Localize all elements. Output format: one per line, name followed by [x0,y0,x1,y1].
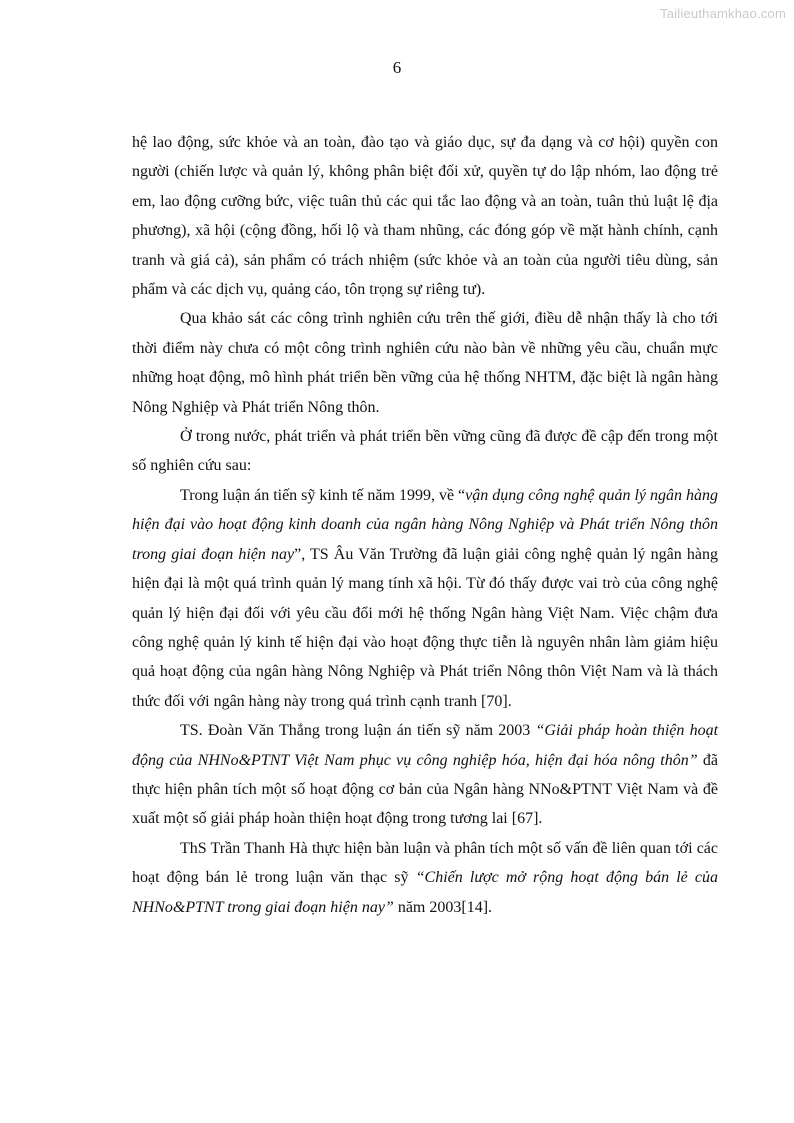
paragraph-text: hệ lao động, sức khỏe và an toàn, đào tạo và giáo dục, sự đa dạng và cơ hội) quyền con người (chiến lược và quản lý, không phân biệt đối xử, quyền tự do lập nhóm, lao động trẻ em, lao động cưỡng bức, việc tuân thủ các qui tắc lao động và an toàn, tuân thủ luật lệ địa phương), xã hội (cộng đồng, hối lộ và tham nhũng, các đóng góp về mặt hành chính, cạnh tranh và giá cả), sản phẩm có trách nhiệm (sức khỏe và an toàn của người tiêu dùng, sản phẩm và các dịch vụ, quảng cáo, tôn trọng sự riêng tư). [132,134,718,299]
page-number: 6 [392,58,402,77]
thesis-title-italic: “Giải pháp hoàn thiện hoạt động của NHNo&PTNT Việt Nam phục vụ công nghiệp hóa, hiện đại hóa nông thôn” [132,722,719,769]
thesis-title-italic: vận dụng công nghệ quản lý ngân hàng hiện đại vào hoạt động kinh doanh của ngân hàng Nông Nghiệp và Phát triển Nông thôn trong giai đoạn hiện nay [132,486,719,563]
paragraph [132,304,718,422]
paragraph-text: ThS Trần Thanh Hà thực hiện bàn luận và phân tích một số vấn đề liên quan tới các hoạt động bán lẻ trong luận văn thạc sỹ [132,839,718,887]
paragraph-text: Trong luận án tiến sỹ kinh tế năm 1999, về “ [180,486,466,504]
paragraph [132,834,718,922]
paragraph-text: năm 2003[14]. [393,898,493,916]
paragraph-text: TS. Đoàn Văn Thắng trong luận án tiến sỹ năm 2003 [180,722,536,740]
paragraph-text: đã thực hiện phân tích một số hoạt động cơ bản của Ngân hàng NNo&PTNT Việt Nam và đề xuất một số giải pháp hoàn thiện hoạt động trong tương lai [67]. [132,751,718,828]
watermark-text: Tailieuthamkhao.com [660,6,786,21]
document-body [132,128,718,922]
thesis-title-italic: “Chiến lược mở rộng hoạt động bán lẻ của NHNo&PTNT trong giai đoạn hiện nay” [132,869,718,916]
paragraph [132,422,718,481]
paragraph [132,481,718,716]
paragraph [132,128,718,304]
paragraph [132,716,718,834]
paragraph-text: ”, TS Âu Văn Trường đã luận giải công nghệ quản lý ngân hàng hiện đại là một quá trình quản lý mang tính xã hội. Từ đó thấy được vai trò của công nghệ quản lý hiện đại đối với yêu cầu đổi mới hệ thống Ngân hàng Việt Nam. Việc chậm đưa công nghệ quản lý kinh tế hiện đại vào hoạt động thực tiễn là nguyên nhân làm giảm hiệu quả hoạt động của ngân hàng Nông Nghiệp và Phát triển Nông thôn Việt Nam và là thách thức đối với ngân hàng này trong quá trình cạnh tranh [70]. [132,545,718,710]
paragraph-text: Ở trong nước, phát triển và phát triển bền vững cũng đã được đề cập đến trong một số nghiên cứu sau: [132,428,718,475]
paragraph-text: Qua khảo sát các công trình nghiên cứu trên thế giới, điều dễ nhận thấy là cho tới thời điểm này chưa có một công trình nghiên cứu nào bàn về những yêu cầu, chuẩn mực những hoạt động, mô hình phát triển bền vững của hệ thống NHTM, đặc biệt là ngân hàng Nông Nghiệp và Phát triển Nông thôn. [132,310,718,416]
